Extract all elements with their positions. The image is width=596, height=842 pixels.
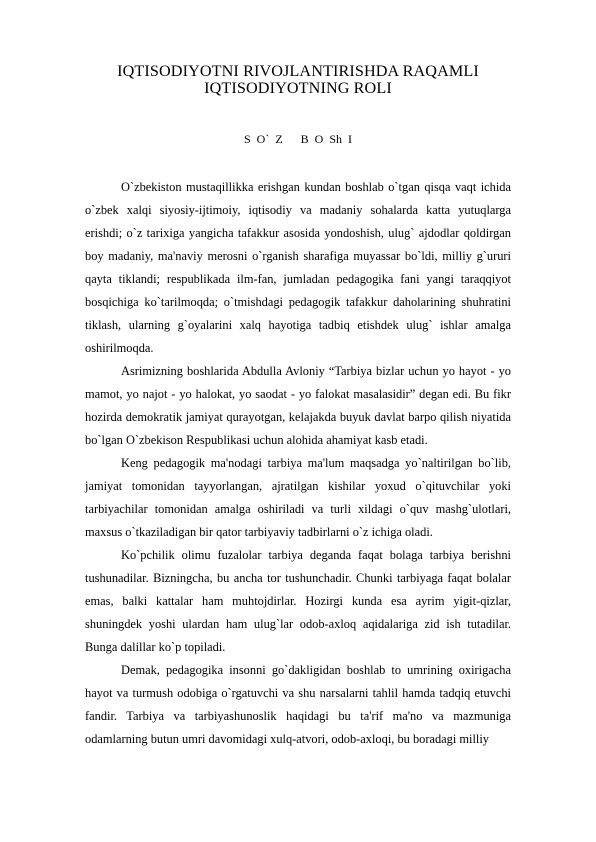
paragraph-4: Ko`pchilik olimu fuzalolar tarbiya deganda faqat bolaga tarbiya berishni tushunadilar. Bizningcha, bu ancha tor tushunchadir. Chunki tarbiyaga faqat bolalar emas, balki kattalar ham muhtojdirlar. Hozirgi kunda esa ayrim yigit-qizlar, shuningdek yoshi ulardan ham ulug`lar odob-axloq aqidalariga zid ish tutadilar. Bunga dalillar ko`p topiladi. <box>85 548 511 654</box>
paragraph-5: Demak, pedagogika insonni go`dakligidan boshlab to umrining oxirigacha hayot va turmush odobiga o`rgatuvchi va shu narsalarni tahlil hamda tadqiq etuvchi fandir. Tarbiya va tarbiyashunoslik haqidagi bu ta'rif ma'no va mazmuniga odamlarning butun umri davomidagi xulq-atvori, odob-axloqi, bu boradagi milliy <box>85 663 511 746</box>
paragraph-2: Asrimizning boshlarida Abdulla Avloniy “Tarbiya bizlar uchun yo hayot - yo mamot, yo najot - yo halokat, yo saodat - yo falokat masalasidir” degan edi. Bu fikr hozirda demokratik jamiyat qurayotgan, kelajakda buyuk davlat barpo qilish niyatida bo`lgan O`zbekison Respublikasi uchun alohida ahamiyat kasb etadi. <box>85 364 511 447</box>
title-line-1: IQTISODIYOTNI RIVOJLANTIRISHDA RAQAMLI <box>117 62 479 80</box>
paragraph-1: O`zbekiston mustaqillikka erishgan kundan boshlab o`tgan qisqa vaqt ichida o`zbek xalqi siyosiy-ijtimoiy, iqtisodiy va madaniy sohalarda katta yutuqlarga erishdi; o`z tarixiga yangicha tafakkur asosida yondoshish, ulug` ajdodlar qoldirgan boy madaniy, ma'naviy merosni o`rganish sharafiga muyassar bo`ldi, milliy g`ururi qayta tiklandi; respublikada ilm-fan, jumladan pedagogika fani yangi taraqqiyot bosqichiga ko`tarilmoqda; o`tmishdagi pedagogik tafakkur daholarining shuhratini tiklash, ularning g`oyalarini xalq hayotiga tadbiq etishdek ulug` ishlar amalga oshirilmoqda. <box>85 180 511 355</box>
paragraph-3: Keng pedagogik ma'nodagi tarbiya ma'lum maqsadga yo`naltirilgan bo`lib, jamiyat tomonidan tayyorlangan, ajratilgan kishilar yoxud o`qituvchilar yoki tarbiyachilar tomonidan amalga oshiriladi va turli xildagi o`quv mashg`ulotlari, maxsus o`tkaziladigan bir qator tarbiyaviy tadbirlarni o`z ichiga oladi. <box>85 456 511 539</box>
document-title <box>85 63 511 97</box>
title-line-2: IQTISODIYOTNING ROLI <box>204 79 392 97</box>
body-text <box>85 176 511 751</box>
section-heading: S O` Z B O Sh I <box>243 132 352 146</box>
